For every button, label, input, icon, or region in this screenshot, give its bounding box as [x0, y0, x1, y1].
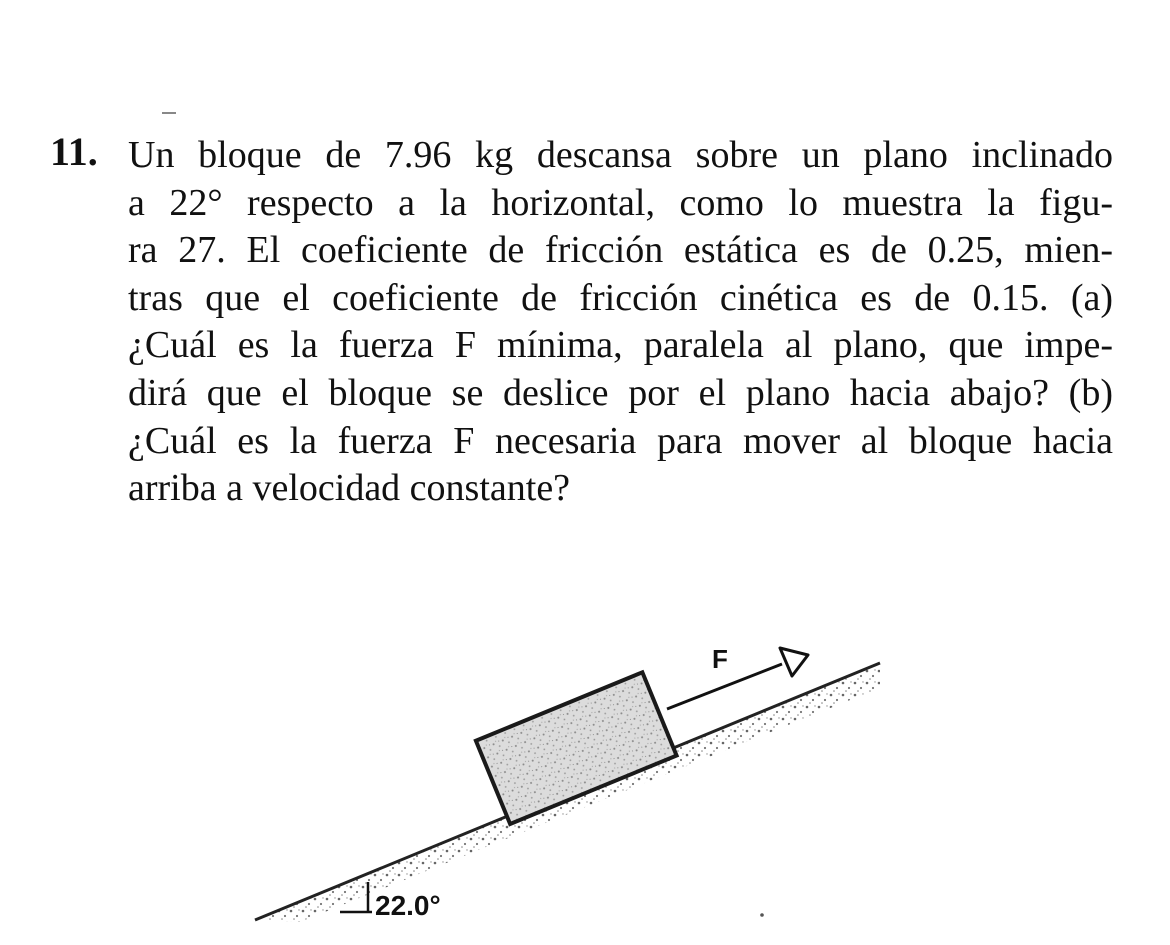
problem-line-1: Un bloque de 7.96 kg descansa sobre un plano inclinado — [128, 134, 1113, 176]
force-label: F — [712, 644, 728, 674]
incline-figure — [0, 560, 1170, 945]
problem-number: 11. — [50, 129, 98, 174]
page-speck — [760, 913, 764, 917]
problem-line-3: ra 27. El coeficiente de fricción estática es de 0.25, mien- — [128, 229, 1113, 272]
force-arrow-icon — [780, 648, 808, 676]
problem-line-2: a 22° respecto a la horizontal, como lo muestra la figu- — [128, 181, 1113, 224]
angle-label: 22.0° — [375, 890, 441, 921]
problem-statement — [128, 132, 1113, 513]
problem-line-6: dirá que el bloque se deslice por el plano hacia abajo? (b) — [128, 371, 1113, 414]
scan-mark — [162, 112, 176, 114]
problem-line-5: ¿Cuál es la fuerza F mínima, paralela al plano, que impe- — [128, 324, 1113, 367]
problem-line-8: arriba a velocidad constante? — [128, 467, 571, 510]
problem-line-4: tras que el coeficiente de fricción cinética es de 0.15. (a) — [128, 276, 1113, 319]
problem-line-7: ¿Cuál es la fuerza F necesaria para mover al bloque hacia — [128, 419, 1113, 462]
